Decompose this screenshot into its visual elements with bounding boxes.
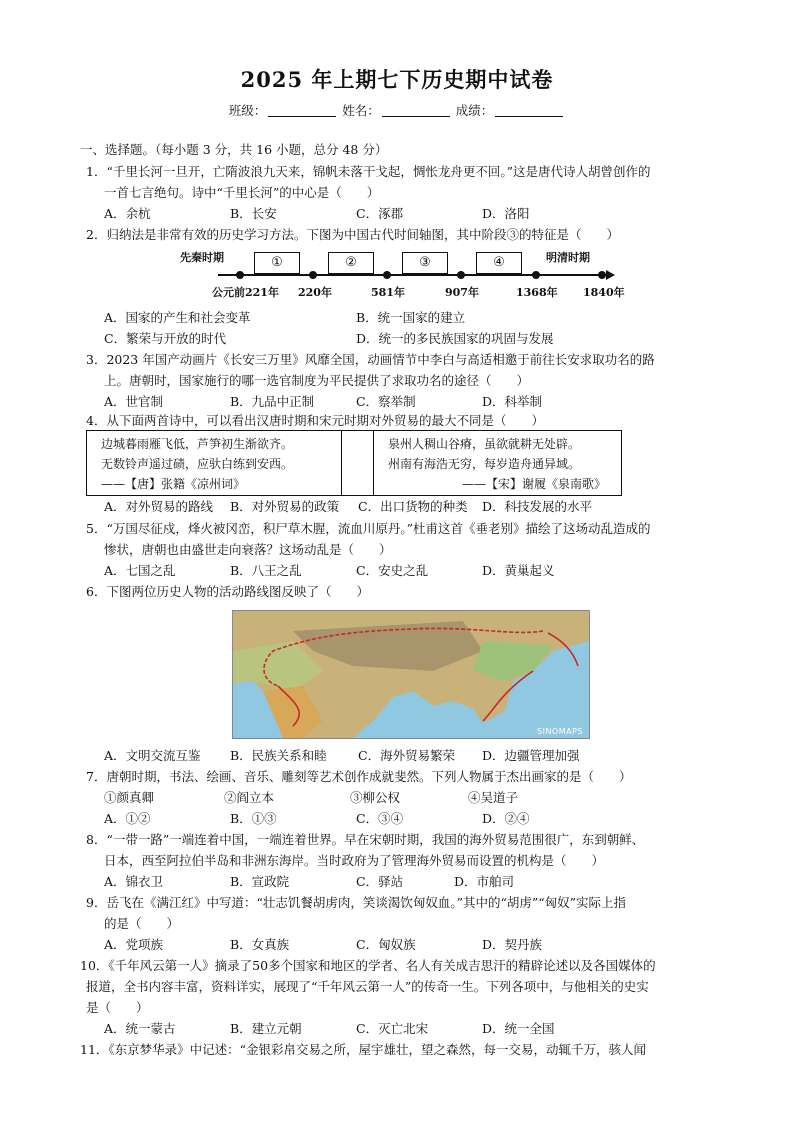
q7-option-b[interactable]: B．①③	[230, 811, 277, 826]
timeline-point	[236, 271, 244, 279]
map-logo: SINOMAPS	[537, 727, 583, 736]
poem2-line: 州南有海浩无穷，每岁造舟通异域。	[388, 457, 581, 471]
q1-option-a[interactable]: A．余杭	[104, 206, 151, 221]
route-map-image	[232, 610, 590, 739]
timeline-point	[598, 271, 606, 279]
student-info-line	[0, 101, 794, 119]
q3-stem-1: 3．2023 年国产动画片《长安三万里》风靡全国，动画情节中李白与高适相邀于前往长安求取功名的路	[86, 352, 655, 367]
q3-option-c[interactable]: C．察举制	[356, 394, 416, 409]
q5-stem-2: 惨状，唐朝也由盛世走向衰落？这场动乱是（ ）	[104, 542, 392, 557]
q8-stem-1: 8．“一带一路”一端连着中国，一端连着世界。早在宋朝时期，我国的海外贸易范围很广，东到朝鲜、	[86, 832, 645, 847]
q9-option-b[interactable]: B．女真族	[230, 937, 290, 952]
poem-divider-cell	[341, 431, 374, 495]
q9-stem-2: 的是（ ）	[104, 916, 180, 931]
timeline-arrow	[606, 270, 615, 280]
timeline-stage-2: ②	[328, 252, 374, 274]
class-field[interactable]	[268, 104, 336, 117]
q8-option-d[interactable]: D．市舶司	[454, 874, 515, 889]
q7-person-1: ①颜真卿	[104, 790, 155, 805]
q5-stem-1: 5．“万国尽征戍，烽火被冈峦，积尸草木腥，流血川原丹。”杜甫这首《垂老别》描绘了这场动乱造成的	[86, 521, 651, 536]
q4-stem-1: 4．从下面两首诗中，可以看出汉唐时期和宋元时期对外贸易的最大不同是（ ）	[86, 413, 544, 428]
timeline-end-label: 明清时期	[546, 251, 590, 264]
poem2-source: ——【宋】谢履《泉南歌》	[462, 477, 607, 491]
q9-option-c[interactable]: C．匈奴族	[356, 937, 416, 952]
q4-option-b[interactable]: B．对外贸易的政策	[230, 499, 340, 514]
q10-option-c[interactable]: C．灭亡北宋	[356, 1021, 429, 1036]
score-label: 成绩：	[455, 103, 494, 118]
q2-stem-1: 2．归纳法是非常有效的历史学习方法。下图为中国古代时间轴图，其中阶段③的特征是（ ）	[86, 227, 619, 242]
timeline-year: 220年	[298, 286, 332, 299]
q10-stem-3: 是（ ）	[86, 1000, 149, 1015]
timeline-stage-1: ①	[254, 252, 300, 274]
q3-stem-2: 上。唐朝时，国家施行的哪一选官制度为平民提供了求取功名的途径（ ）	[104, 373, 530, 388]
q9-option-a[interactable]: A．党项族	[104, 937, 164, 952]
q5-option-b[interactable]: B．八王之乱	[230, 563, 302, 578]
name-field[interactable]	[382, 104, 450, 117]
q3-option-b[interactable]: B．九品中正制	[230, 394, 315, 409]
timeline-year: 公元前221年	[212, 286, 279, 299]
q4-option-a[interactable]: A．对外贸易的路线	[104, 499, 214, 514]
q5-option-c[interactable]: C．安史之乱	[356, 563, 429, 578]
name-label: 姓名：	[342, 103, 380, 118]
timeline-stage-3: ③	[402, 252, 448, 274]
q6-option-b[interactable]: B．民族关系和睦	[230, 748, 327, 763]
q1-stem-1: 1．“千里长河一旦开，亡隋波浪九天来，锦帆未落干戈起，惆怅龙舟更不回。”这是唐代诗人胡曾创作的	[86, 164, 651, 179]
q7-person-4: ④吴道子	[468, 790, 519, 805]
timeline-point	[532, 271, 540, 279]
q2-option-d[interactable]: D．统一的多民族国家的巩固与发展	[356, 331, 554, 346]
poem-table	[86, 430, 622, 496]
q7-option-c[interactable]: C．③④	[356, 811, 404, 826]
q6-option-a[interactable]: A．文明交流互鉴	[104, 748, 201, 763]
q3-option-d[interactable]: D．科举制	[482, 394, 543, 409]
timeline-point	[457, 271, 465, 279]
timeline-year: 581年	[371, 286, 405, 299]
q8-stem-2: 日本，西至阿拉伯半岛和非洲东海岸。当时政府为了管理海外贸易而设置的机构是（ ）	[104, 853, 605, 868]
timeline-year: 907年	[445, 286, 479, 299]
q2-option-c[interactable]: C．繁荣与开放的时代	[104, 331, 227, 346]
poem-cell-tang	[87, 431, 342, 495]
q5-option-a[interactable]: A．七国之乱	[104, 563, 176, 578]
q7-person-3: ③柳公权	[350, 790, 401, 805]
timeline-stage-4: ④	[476, 252, 522, 274]
timeline-axis	[218, 274, 608, 276]
q1-stem-2: 一首七言绝句。诗中“千里长河”的中心是（ ）	[104, 185, 380, 200]
timeline-diagram	[178, 244, 638, 304]
timeline-year: 1840年	[583, 286, 625, 299]
timeline-point	[309, 271, 317, 279]
q4-option-d[interactable]: D．科技发展的水平	[482, 499, 593, 514]
poem1-line: 边城暮雨雁飞低，芦笋初生渐欲齐。	[101, 437, 294, 451]
q8-option-a[interactable]: A．锦衣卫	[104, 874, 164, 889]
q10-stem-2: 报道，全书内容丰富，资料详实，展现了“千年风云第一人”的传奇一生。下列各项中，与他相关的史实	[86, 979, 649, 994]
q6-option-c[interactable]: C．海外贸易繁荣	[358, 748, 456, 763]
q8-option-c[interactable]: C．驿站	[356, 874, 404, 889]
q7-option-d[interactable]: D．②④	[482, 811, 530, 826]
q10-option-a[interactable]: A．统一蒙古	[104, 1021, 176, 1036]
q6-stem-1: 6．下图两位历史人物的活动路线图反映了（ ）	[86, 584, 369, 599]
map-graphic	[233, 611, 589, 738]
q6-option-d[interactable]: D．边疆管理加强	[482, 748, 580, 763]
q1-option-d[interactable]: D．洛阳	[482, 206, 530, 221]
q5-option-d[interactable]: D．黄巢起义	[482, 563, 555, 578]
q1-option-c[interactable]: C．涿郡	[356, 206, 404, 221]
q9-option-d[interactable]: D．契丹族	[482, 937, 543, 952]
q7-person-2: ②阎立本	[224, 790, 275, 805]
poem1-source: ——【唐】张籍《凉州词》	[101, 477, 246, 491]
poem-cell-song	[374, 431, 621, 495]
q8-option-b[interactable]: B．宣政院	[230, 874, 290, 889]
q10-option-d[interactable]: D．统一全国	[482, 1021, 555, 1036]
q11-stem-1: 11．《东京梦华录》中记述：“金银彩帛交易之所，屋宇雄壮，望之森然，每一交易，动辄千万，骇人闻	[80, 1042, 647, 1057]
q4-option-c[interactable]: C．出口货物的种类	[358, 499, 468, 514]
q3-option-a[interactable]: A．世官制	[104, 394, 164, 409]
q2-option-b[interactable]: B．统一国家的建立	[356, 310, 466, 325]
class-label: 班级：	[228, 103, 267, 118]
q7-option-a[interactable]: A．①②	[104, 811, 151, 826]
score-field[interactable]	[495, 104, 563, 117]
poem2-line: 泉州人稠山谷瘠，虽欲就耕无处辟。	[388, 437, 581, 451]
exam-title: 2025 年上期七下历史期中试卷	[240, 67, 554, 92]
q1-option-b[interactable]: B．长安	[230, 206, 277, 221]
timeline-point	[383, 271, 391, 279]
timeline-year: 1368年	[516, 286, 558, 299]
q2-option-a[interactable]: A．国家的产生和社会变革	[104, 310, 251, 325]
q7-stem-1: 7．唐朝时期，书法、绘画、音乐、雕刻等艺术创作成就斐然。下列人物属于杰出画家的是（ ）	[86, 769, 632, 784]
q9-stem-1: 9．岳飞在《满江红》中写道：“壮志饥餐胡虏肉，笑谈渴饮匈奴血。”其中的“胡虏”“匈奴”实际上指	[86, 895, 627, 910]
q10-option-b[interactable]: B．建立元朝	[230, 1021, 302, 1036]
section-heading: 一、选择题。（每小题 3 分，共 16 小题，总分 48 分）	[80, 142, 388, 157]
timeline-start-label: 先秦时期	[180, 251, 224, 264]
q10-stem-1: 10．《千年风云第一人》摘录了50多个国家和地区的学者、名人有关成吉思汗的精辟论述以及各国媒体的	[80, 958, 656, 973]
poem1-line: 无数铃声遥过碛，应驮白练到安西。	[101, 457, 294, 471]
